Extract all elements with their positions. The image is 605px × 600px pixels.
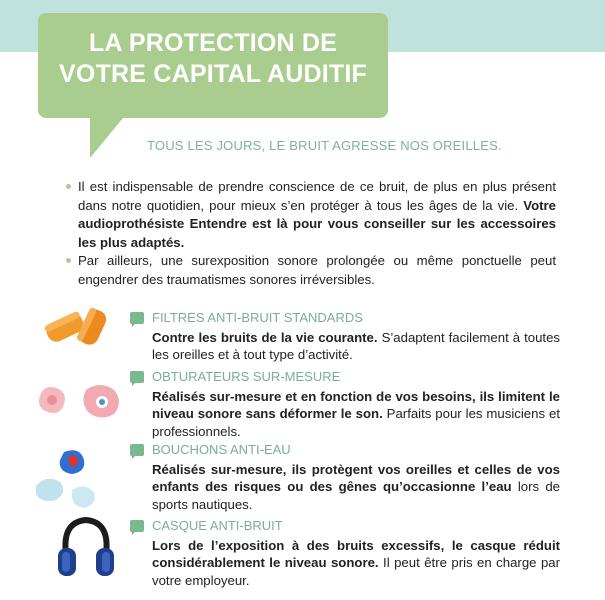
speech-bubble-tail (90, 112, 128, 158)
title-line-1: LA PROTECTION DE (88, 29, 338, 57)
item-title: FILTRES ANTI-BRUIT STANDARDS (152, 310, 363, 325)
item-text: lors de sports nautiques. (152, 479, 561, 512)
speech-bubble-icon (130, 371, 144, 383)
subtitle: TOUS LES JOURS, LE BRUIT AGRESSE NOS OREILLES. (147, 138, 502, 153)
custom-ear-molds-icon (34, 378, 130, 426)
item-title: BOUCHONS ANTI-EAU (152, 442, 291, 457)
item-swim-plugs (130, 441, 560, 513)
intro-paragraph-2 (78, 252, 556, 289)
item-standard-filters (130, 309, 560, 364)
speech-bubble-icon (130, 520, 144, 532)
page-title (38, 28, 388, 90)
item-title: CASQUE ANTI-BRUIT (152, 518, 283, 533)
item-bold-text: Lors de l’exposition à des bruits excessifs, le casque réduit considérablement le niveau sonore. (152, 537, 560, 570)
item-bold-text: Réalisés sur-mesure et en fonction de vos besoins, ils limitent le niveau sonore sans déformer le son. (152, 388, 560, 421)
intro-p2-text: Par ailleurs, une surexposition sonore prolongée ou même ponctuelle peut engendrer des traumatismes sonores irréversibles. (78, 253, 556, 287)
swim-earplugs-icon (32, 446, 122, 512)
item-title: OBTURATEURS SUR-MESURE (152, 369, 341, 384)
bullet-dot-icon (66, 184, 71, 189)
speech-bubble-icon (130, 312, 144, 324)
item-earmuff-headset (130, 517, 560, 589)
speech-bubble-icon (130, 444, 144, 456)
item-bold-text: Réalisés sur-mesure, ils protègent vos oreilles et celles de vos enfants des risques ou des gênes qu’occasionne l’eau (152, 461, 560, 494)
item-bold-text: Contre les bruits de la vie courante. (152, 329, 378, 345)
item-text: Parfaits pour les musiciens et professionnels. (152, 406, 560, 439)
foam-earplugs-icon (42, 302, 112, 350)
earmuff-headset-icon (54, 516, 118, 582)
intro-paragraph-1 (78, 178, 556, 252)
intro-section (78, 178, 556, 289)
intro-p1-bold: Votre audioprothésiste Entendre est là pour vous conseiller sur les accessoires les plus adaptés. (78, 197, 556, 250)
item-text: S’adaptent facilement à toutes les oreilles et à tout type d’activité. (152, 329, 560, 362)
title-line-2: VOTRE CAPITAL AUDITIF (59, 60, 367, 88)
item-text: Il peut être pris en charge par votre employeur. (152, 555, 560, 588)
intro-p1-text: Il est indispensable de prendre conscience de ce bruit, de plus en plus présent dans notre quotidien, pour mieux s’en protéger à tous les âges de la vie. (78, 179, 556, 213)
item-custom-molds (130, 368, 560, 440)
bullet-dot-icon (66, 258, 71, 263)
